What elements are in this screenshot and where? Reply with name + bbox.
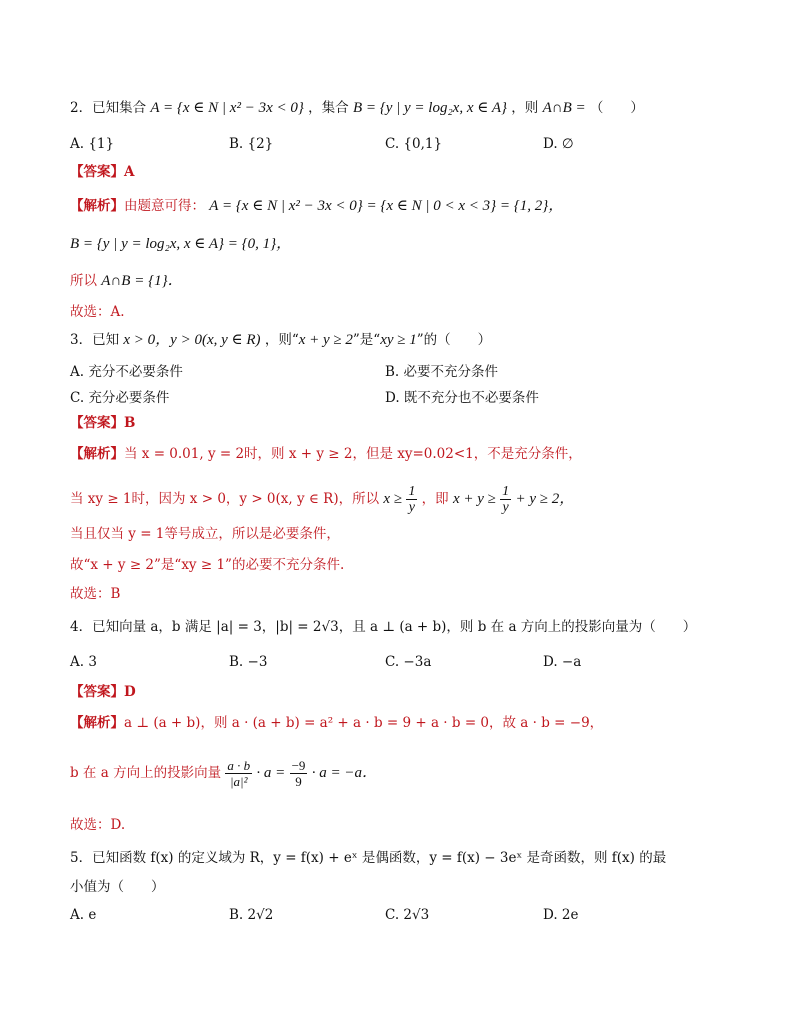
q3-frac2-num: 1: [502, 484, 510, 499]
q4-l2-mid: · a =: [256, 765, 286, 781]
q2-paren: （ ）: [589, 100, 644, 116]
q2-option-a: A. {1}: [70, 136, 115, 152]
q2-analysis-text: 由题意可得：: [124, 198, 205, 214]
q2-analysis-math1: A = {x ∈ N | x² − 3x < 0} = {x ∈ N | 0 < x < 3} = {1, 2}，: [209, 198, 564, 214]
q3-frac1-den: y: [408, 500, 415, 515]
q3-analysis-l1: 当 x = 0.01, y = 2时，则 x + y ≥ 2，但是 xy=0.02<1，不是充分条件，: [124, 446, 582, 462]
q4-frac2-den: 9: [295, 774, 302, 789]
q3-frac2-den: y: [502, 500, 509, 515]
q3-analysis-line4: 故“x + y ≥ 2”是“xy ≥ 1”的必要不充分条件.: [70, 557, 345, 573]
q2-analysis-math2: B = {y | y = log₂x, x ∈ A} = {0, 1}，: [70, 236, 292, 252]
q3-choose: 故选：B: [70, 586, 121, 602]
q3-option-d: D. 既不充分也不必要条件: [385, 390, 539, 406]
q3-is: ”是“: [352, 332, 381, 348]
q4-option-d: D. −a: [543, 654, 582, 670]
q2-stem: [70, 98, 644, 118]
q3-stem-tail: ，则“: [264, 332, 299, 348]
q2-option-b: B. {2}: [229, 136, 274, 152]
q2-set-a: A = {x ∈ N | x² − 3x < 0}: [150, 100, 304, 116]
q3-cond2: xy ≥ 1: [380, 332, 417, 348]
q2-stem-text: 2．已知集合: [70, 100, 147, 116]
q2-set-b: B = {y | y = log₂x, x ∈ A}: [352, 100, 507, 116]
q2-analysis-tag: 【解析】: [70, 198, 124, 214]
q4-analysis-tag: 【解析】: [70, 715, 124, 731]
q4-choose: 故选：D.: [70, 817, 126, 833]
q3-end: ”的（ ）: [416, 332, 492, 348]
q5-stem-line2: 小值为（ ）: [70, 879, 165, 895]
q3-frac2: [500, 484, 511, 515]
q4-frac2: [290, 758, 308, 789]
q3-stem: [70, 330, 491, 350]
q3-l2-frac-lhs: x ≥: [383, 491, 403, 507]
q4-analysis-line2: [70, 758, 377, 789]
q4-frac1-den: |a|²: [229, 774, 248, 789]
q2-expr: A∩B =: [542, 100, 586, 116]
q3-cond1: x + y ≥ 2: [298, 332, 353, 348]
q5-option-d: D. 2e: [543, 907, 579, 923]
q3-l2-mid: ，即: [421, 491, 449, 507]
q2-analysis-line2: [70, 234, 291, 254]
q5-option-b: B. 2√2: [229, 907, 274, 923]
q3-analysis-line3: 当且仅当 y = 1等号成立，所以是必要条件，: [70, 526, 340, 542]
q3-option-a: A. 充分不必要条件: [70, 364, 183, 380]
q3-l2-tail: + y ≥ 2，: [515, 491, 575, 507]
q5-option-c: C. 2√3: [385, 907, 430, 923]
q3-option-b: B. 必要不充分条件: [385, 364, 499, 380]
q3-option-c: C. 充分必要条件: [70, 390, 170, 406]
q4-answer: 【答案】D: [70, 684, 136, 700]
q4-option-c: C. −3a: [385, 654, 432, 670]
q4-frac1-num: a · b: [227, 758, 251, 773]
q4-option-a: A. 3: [70, 654, 97, 670]
q2-tail: ，则: [511, 100, 539, 116]
q4-frac2-num: −9: [291, 758, 306, 773]
q2-analysis-line1: [70, 196, 563, 216]
q4-option-b: B. −3: [229, 654, 268, 670]
q4-analysis-line1: [70, 713, 603, 733]
q3-frac1: [406, 484, 417, 515]
q3-frac1-num: 1: [408, 484, 416, 499]
q2-option-d: D. ∅: [543, 136, 574, 152]
q3-analysis-line1: [70, 444, 582, 464]
q2-analysis-so: 所以: [70, 273, 97, 289]
q4-l2-pre: b 在 a 方向上的投影向量: [70, 765, 222, 781]
q2-analysis-math3: A∩B = {1}．: [101, 273, 183, 289]
q4-analysis-l1: a ⊥ (a + b)，则 a · (a + b) = a² + a · b = 9 + a · b = 0，故 a · b = −9，: [124, 715, 604, 731]
q3-analysis-tag: 【解析】: [70, 446, 124, 462]
q2-analysis-line3: [70, 271, 183, 291]
q3-stem-math: x > 0，y > 0(x, y ∈ R): [123, 332, 261, 348]
q3-l2-frac2-lhs: x + y ≥: [452, 491, 496, 507]
q5-option-a: A. e: [70, 907, 97, 923]
q5-stem-line1: 5．已知函数 f(x) 的定义域为 R，y = f(x) + eˣ 是偶函数，y = f(x) − 3eˣ 是奇函数，则 f(x) 的最: [70, 850, 667, 866]
q4-frac1: [225, 758, 252, 789]
q2-answer: 【答案】A: [70, 164, 135, 180]
q4-stem: 4．已知向量 a，b 满足 |a| = 3，|b| = 2√3，且 a ⊥ (a + b)，则 b 在 a 方向上的投影向量为（ ）: [70, 619, 697, 635]
q3-l2-pre: 当 xy ≥ 1时，因为 x > 0，y > 0(x, y ∈ R)，所以: [70, 491, 380, 507]
q2-option-c: C. {0,1}: [385, 136, 443, 152]
q3-answer: 【答案】B: [70, 415, 136, 431]
q3-analysis-line2: [70, 484, 574, 515]
q4-l2-tail: · a = −a．: [311, 765, 377, 781]
q2-choose: 故选：A.: [70, 304, 125, 320]
q3-stem-pre: 3．已知: [70, 332, 120, 348]
q2-mid: ，集合: [308, 100, 349, 116]
